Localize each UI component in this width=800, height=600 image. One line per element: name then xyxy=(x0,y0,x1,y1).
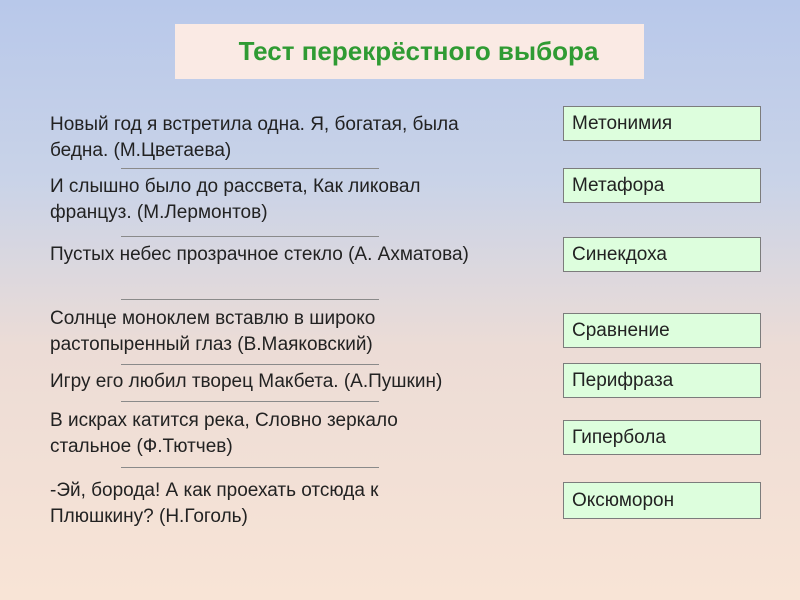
separator xyxy=(121,364,379,365)
answer-box-4[interactable] xyxy=(563,313,761,348)
answer-label: Перифраза xyxy=(572,369,674,391)
answer-box-1[interactable] xyxy=(563,106,761,141)
answer-label: Оксюморон xyxy=(572,489,675,511)
question-3: Пустых небес прозрачное стекло (А. Ахматова) xyxy=(50,244,469,265)
answer-box-2[interactable] xyxy=(563,168,761,203)
answer-label: Синекдоха xyxy=(572,243,667,265)
separator xyxy=(121,299,379,300)
answer-label: Гипербола xyxy=(572,426,666,448)
title-box xyxy=(175,24,644,79)
answer-label: Сравнение xyxy=(572,319,670,341)
answer-box-5[interactable] xyxy=(563,363,761,398)
answer-box-6[interactable] xyxy=(563,420,761,455)
question-2: И слышно было до рассвета, Как ликовал француз. (М.Лермонтов) xyxy=(50,176,421,223)
separator xyxy=(121,401,379,402)
separator xyxy=(121,236,379,237)
separator xyxy=(121,168,379,169)
answer-label: Метафора xyxy=(572,174,665,196)
question-7: -Эй, борода! А как проехать отсюда к Плюшкину? (Н.Гоголь) xyxy=(50,480,379,527)
question-1: Новый год я встретила одна. Я, богатая, была бедна. (М.Цветаева) xyxy=(50,114,459,161)
answer-box-7[interactable] xyxy=(563,482,761,519)
question-5: Игру его любил творец Макбета. (А.Пушкин) xyxy=(50,371,443,392)
separator xyxy=(121,467,379,468)
answer-box-3[interactable] xyxy=(563,237,761,272)
question-4: Солнце моноклем вставлю в широко растопыренный глаз (В.Маяковский) xyxy=(50,308,376,355)
question-6: В искрах катится река, Словно зеркало стальное (Ф.Тютчев) xyxy=(50,410,398,457)
answer-label: Метонимия xyxy=(572,112,673,134)
page-title: Тест перекрёстного выбора xyxy=(238,36,599,66)
